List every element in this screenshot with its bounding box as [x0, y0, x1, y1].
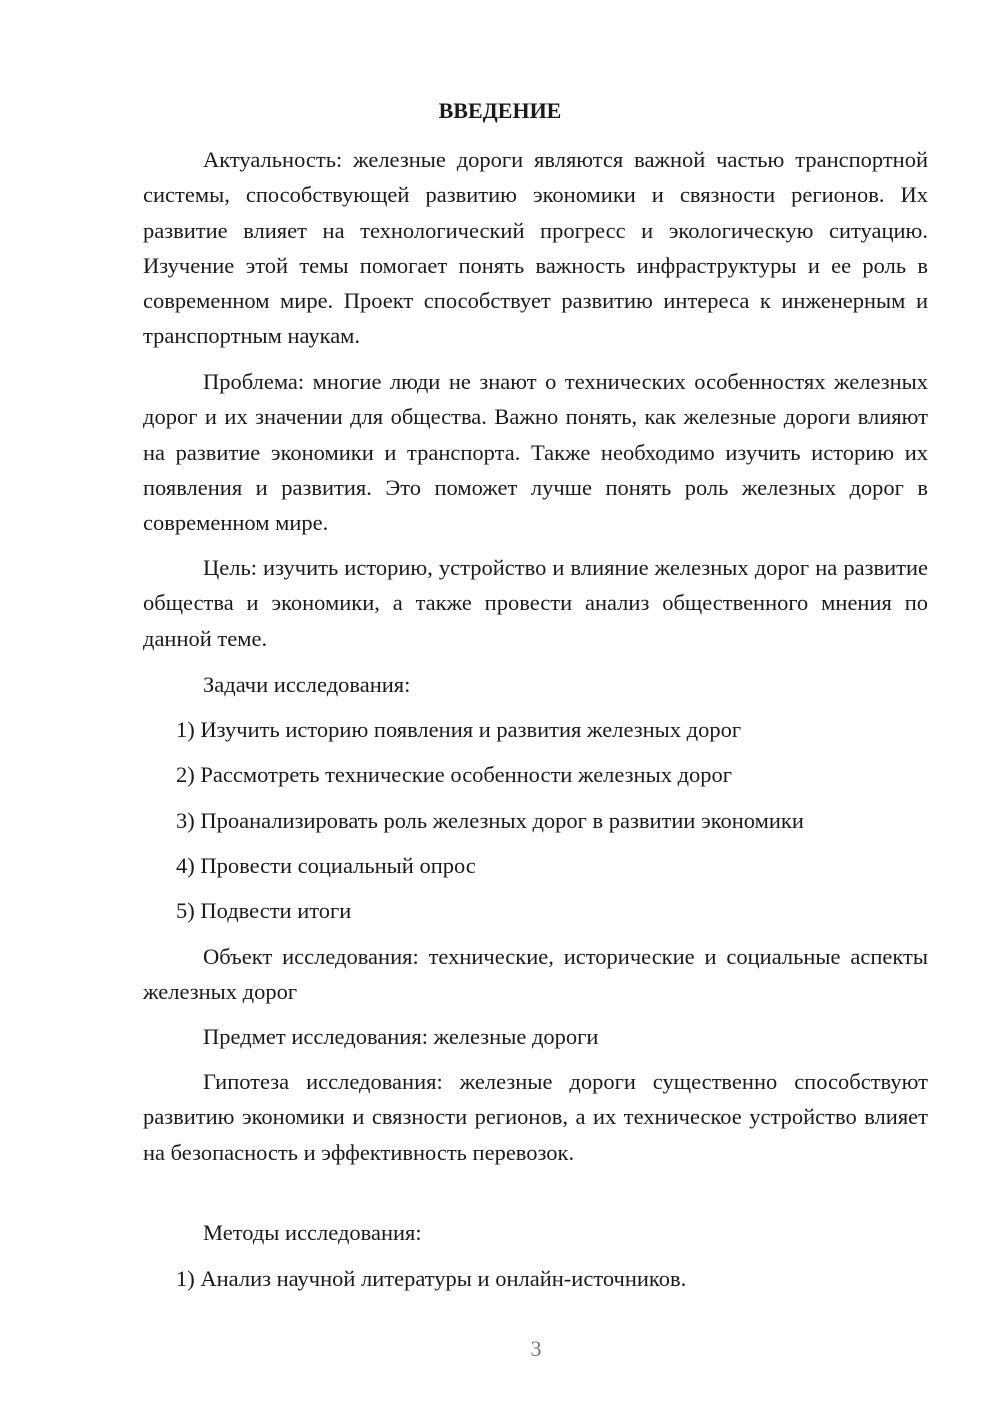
methods-heading: Методы исследования: [203, 1220, 422, 1245]
page-number: 3 [530, 1336, 542, 1361]
task-item: 4) Провести социальный опрос [176, 853, 476, 878]
problem-paragraph: Проблема: многие люди не знают о технических особенностях железных дорог и их значении для общества. Важно понять, как железные дороги влияют на развитие экономики и транспорта. Также необходимо изучить историю их появления и развития. Это поможет лучше понять роль железных дорог в современном мире. [143, 369, 928, 536]
goal-paragraph: Цель: изучить историю, устройство и влияние железных дорог на развитие общества и экономики, а также провести анализ общественного мнения по данной теме. [143, 555, 928, 651]
object-paragraph: Объект исследования: технические, исторические и социальные аспекты железных дорог [143, 944, 928, 1005]
task-item: 1) Изучить историю появления и развития железных дорог [176, 717, 742, 742]
method-item: 1) Анализ научной литературы и онлайн-источников. [176, 1266, 687, 1291]
task-item: 2) Рассмотреть технические особенности железных дорог [176, 762, 733, 787]
hypothesis-paragraph: Гипотеза исследования: железные дороги существенно способствуют развитию экономики и связности регионов, а их техническое устройство влияет на безопасность и эффективность перевозок. [143, 1069, 928, 1165]
task-item: 5) Подвести итоги [176, 898, 352, 923]
tasks-heading: Задачи исследования: [203, 672, 411, 697]
relevance-paragraph: Актуальность: железные дороги являются важной частью транспортной системы, способствующей развитию экономики и связности регионов. Их развитие влияет на технологический прогресс и экологическую ситуацию. Изучение этой темы помогает понять важность инфраструктуры и ее роль в современном мире. Проект способствует развитию интереса к инженерным и транспортным наукам. [143, 147, 928, 349]
task-item: 3) Проанализировать роль железных дорог в развитии экономики [176, 808, 804, 833]
page-title: ВВЕДЕНИЕ [438, 98, 562, 123]
subject-paragraph: Предмет исследования: железные дороги [203, 1024, 599, 1049]
